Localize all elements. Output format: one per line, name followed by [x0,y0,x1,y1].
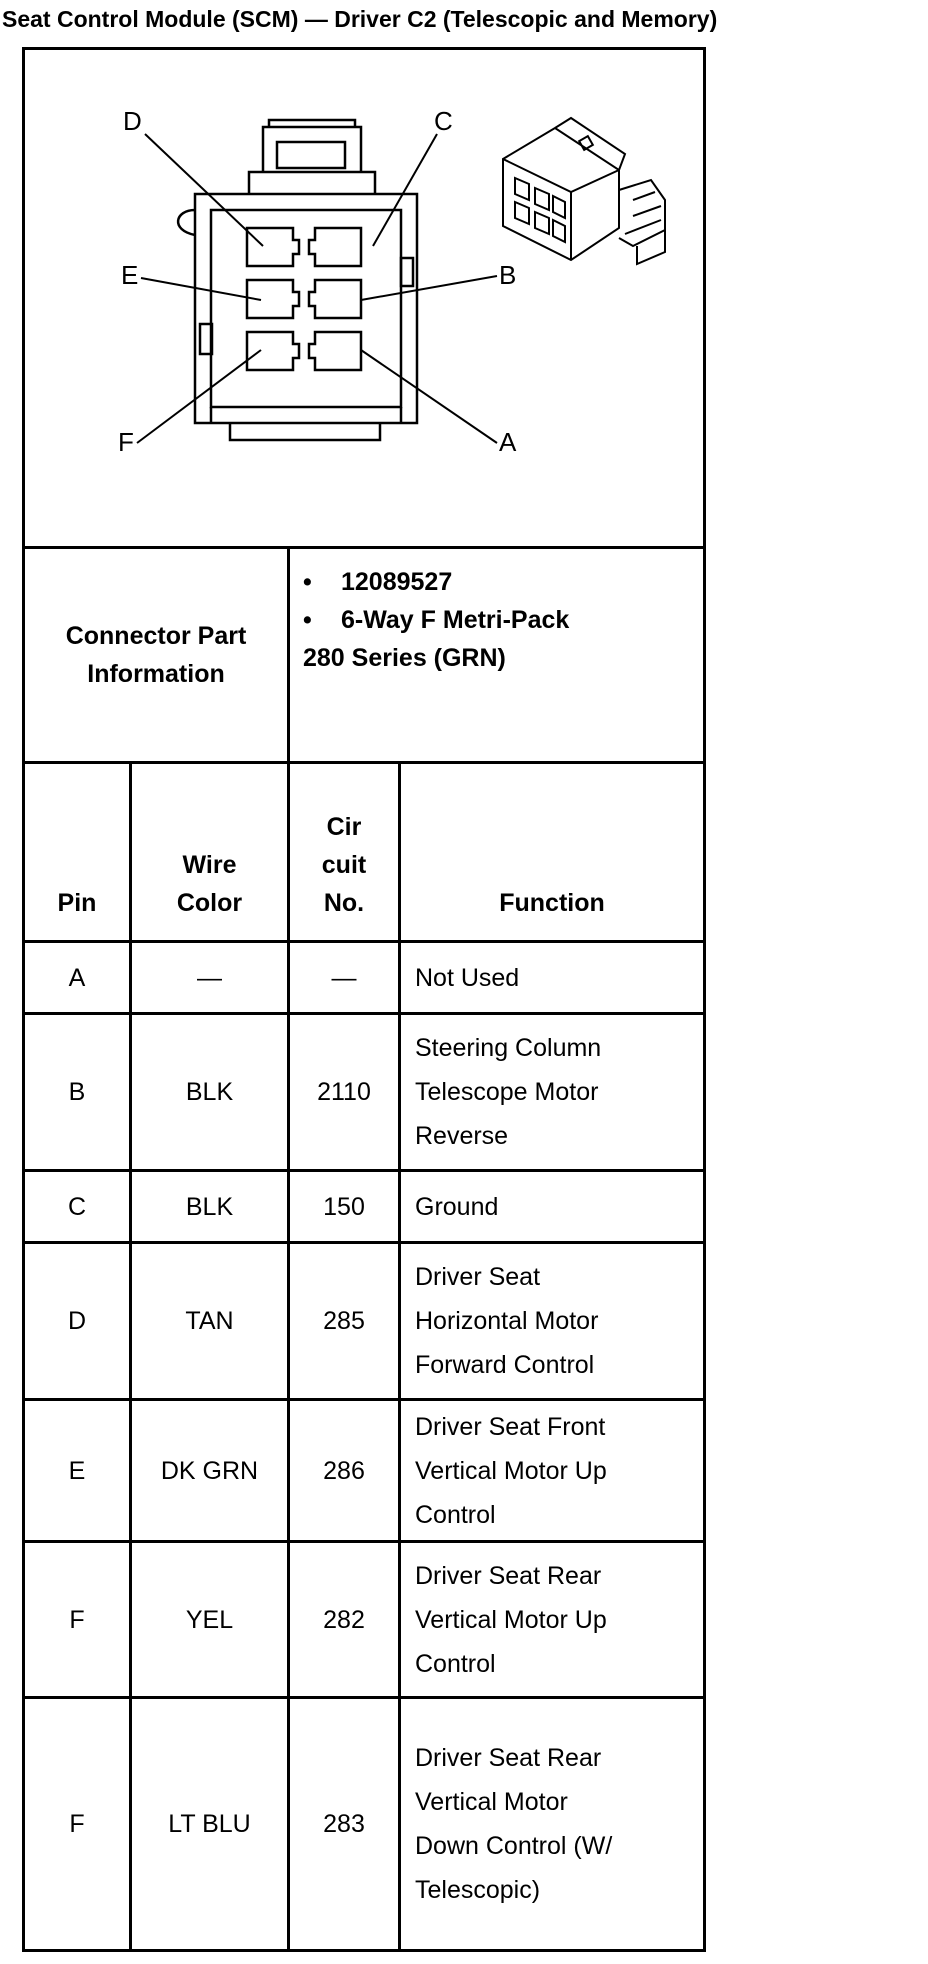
table-cell-function: Driver Seat Rear Vertical Motor Down Control (W/ Telescopic) [415,1744,613,1904]
pin-label-b: B [499,260,517,290]
table-cell-circuit: 2110 [317,1078,371,1106]
pin-label-d: D [123,106,142,136]
table-cell-pin: F [69,1605,85,1634]
connector-info-label: Connector Part Information [65,622,247,688]
table-cell-pin: C [67,1192,87,1221]
pin-label-c: C [434,106,453,136]
table-cell-pin: D [67,1307,87,1335]
header-function: Function [499,889,605,917]
table-cell-function: Ground [415,1192,499,1221]
connector-table [22,47,706,1952]
table-cell-pin: B [68,1078,86,1106]
table-cell-color: BLK [185,1192,234,1221]
table-cell-circuit: 150 [323,1192,365,1221]
table-cell-circuit: 283 [323,1810,365,1838]
connector-body [178,120,417,440]
table-cell-circuit: — [331,963,357,992]
table-cell-color: — [197,963,222,992]
cavities [247,228,361,370]
leader-lines [137,134,497,443]
page-title: Seat Control Module (SCM) — Driver C2 (Telescopic and Memory) [2,6,718,32]
table-cell-color: TAN [185,1307,234,1335]
connector-series: 280 Series (GRN) [303,644,506,672]
table-cell-pin: F [69,1810,85,1838]
table-cell-circuit: 282 [323,1605,365,1634]
header-circuit: Cir cuit No. [321,813,367,917]
connector-3d-view [503,118,665,264]
pin-label-e: E [121,260,139,290]
table-cell-pin: E [68,1456,86,1485]
table-cell-pin: A [68,963,86,992]
table-cell-function: Not Used [415,963,520,992]
table-cell-circuit: 286 [323,1456,365,1485]
table-cell-circuit: 285 [323,1307,365,1335]
table-cell-function: Driver Seat Horizontal Motor Forward Control [415,1263,599,1379]
table-cell-function: Driver Seat Front Vertical Motor Up Control [415,1412,607,1529]
pin-label-f: F [118,427,134,457]
table-cell-color: DK GRN [160,1456,259,1485]
table-cell-color: LT BLU [168,1810,251,1838]
table-cell-color: BLK [185,1078,234,1106]
pin-label-a: A [499,427,517,457]
table-cell-function: Driver Seat Rear Vertical Motor Up Control [415,1561,607,1678]
connector-info: • 12089527 • 6-Way F Metri-Pack 280 Series (GRN) [303,563,569,677]
part-number: 12089527 [341,568,453,596]
connector-diagram [25,50,703,546]
header-wire-color: Wire Color [176,851,243,917]
connector-description: 6-Way F Metri-Pack [341,606,570,634]
table-cell-function: Steering Column Telescope Motor Reverse [415,1034,602,1150]
header-pin: Pin [57,889,97,917]
table-cell-color: YEL [185,1605,234,1634]
